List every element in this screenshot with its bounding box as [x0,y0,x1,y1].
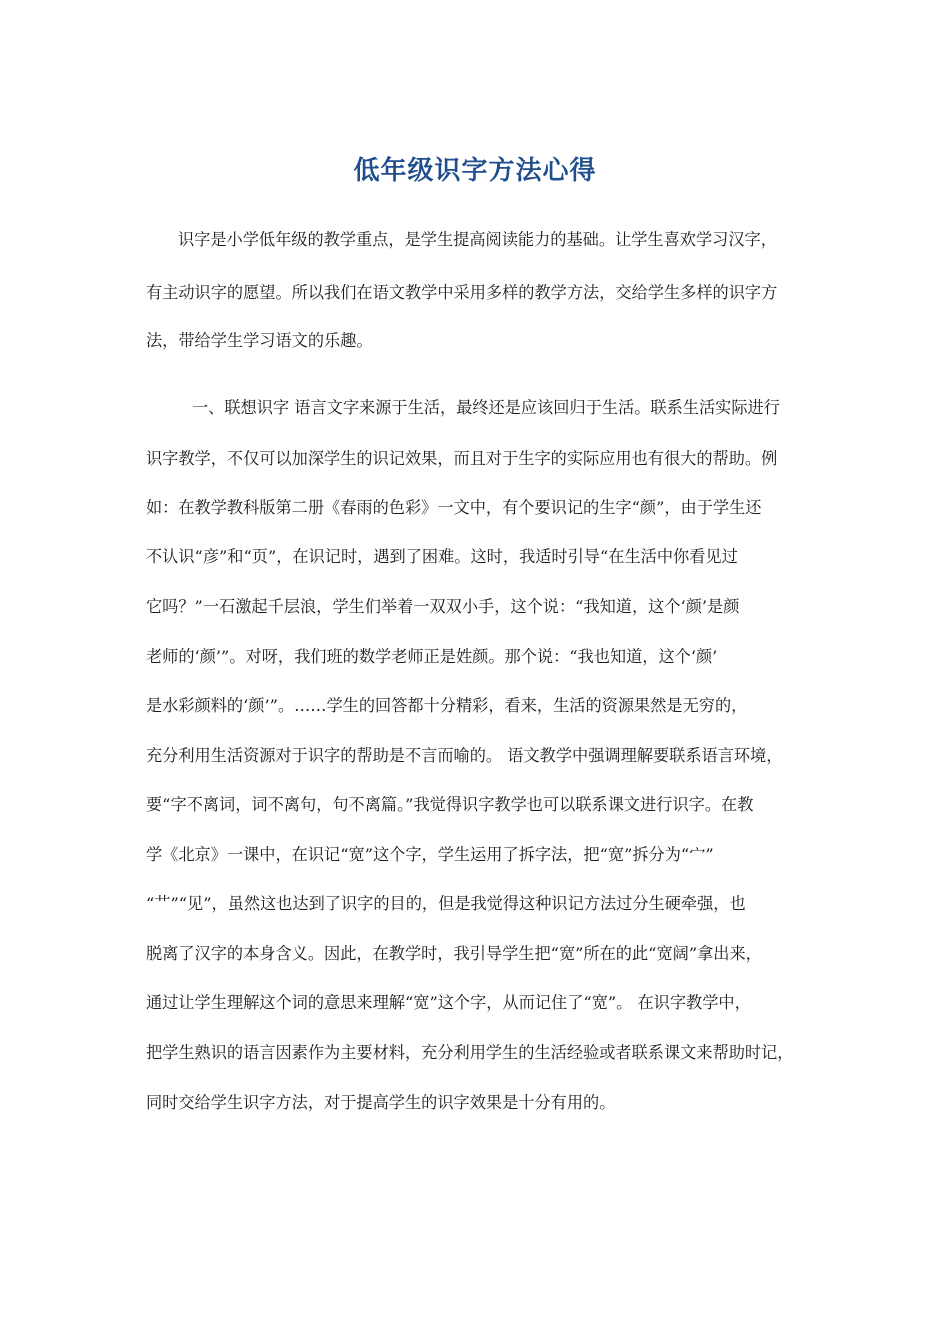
paragraph-line: 有主动识字的愿望。所以我们在语文教学中采用多样的教学方法，交给学生多样的识字方 [146,283,778,302]
paragraph-line: 同时交给学生识字方法，对于提高学生的识字效果是十分有用的。 [146,1093,616,1112]
paragraph-line: 是水彩颜料的‘颜’”。……学生的回答都十分精彩，看来，生活的资源果然是无穷的， [146,696,748,715]
paragraph-line: 如：在教学教科版第二册《春雨的色彩》一文中，有个要识记的生字“颜”，由于学生还 [146,498,762,517]
paragraph-line: 把学生熟识的语言因素作为主要材料，充分利用学生的生活经验或者联系课文来帮助时记， [146,1043,794,1062]
paragraph-line: 脱离了汉字的本身含义。因此，在教学时，我引导学生把“宽”所在的此“宽阔”拿出来， [146,944,762,963]
paragraph-line: 它吗？”一石激起千层浪，学生们举着一双双小手，这个说：“我知道，这个‘颜’是颜 [146,597,740,616]
paragraph-line: 通过让学生理解这个词的意思来理解“宽”这个字，从而记住了“宽”。 在识字教学中， [146,993,751,1012]
paragraph-line: 老师的‘颜’”。对呀，我们班的数学老师正是姓颜。那个说：“我也知道，这个‘颜’ [146,647,718,666]
paragraph-line: 学《北京》一课中，在识记“宽”这个字，学生运用了拆字法，把“宽”拆分为“宀” [146,845,714,864]
paragraph-line: “艹”“见”，虽然这也达到了识字的目的，但是我觉得这种识记方法过分生硬牵强，也 [146,894,746,913]
paragraph-line: 识字是小学低年级的教学重点，是学生提高阅读能力的基础。让学生喜欢学习汉字， [178,230,777,249]
paragraph-line: 不认识“彦”和“页”，在识记时，遇到了困难。这时，我适时引导“在生活中你看见过 [146,547,738,566]
paragraph-line: 要“字不离词，词不离句，句不离篇。”我觉得识字教学也可以联系课文进行识字。在教 [146,795,754,814]
document-title: 低年级识字方法心得 [353,156,597,186]
paragraph-line: 法，带给学生学习语文的乐趣。 [146,331,373,350]
paragraph-line: 识字教学，不仅可以加深学生的识记效果，而且对于生字的实际应用也有很大的帮助。例 [146,449,778,468]
paragraph-line: 充分利用生活资源对于识字的帮助是不言而喻的。 语文教学中强调理解要联系语言环境， [146,746,783,765]
paragraph-line: 一、联想识字 语言文字来源于生活，最终还是应该回归于生活。联系生活实际进行 [192,398,780,417]
